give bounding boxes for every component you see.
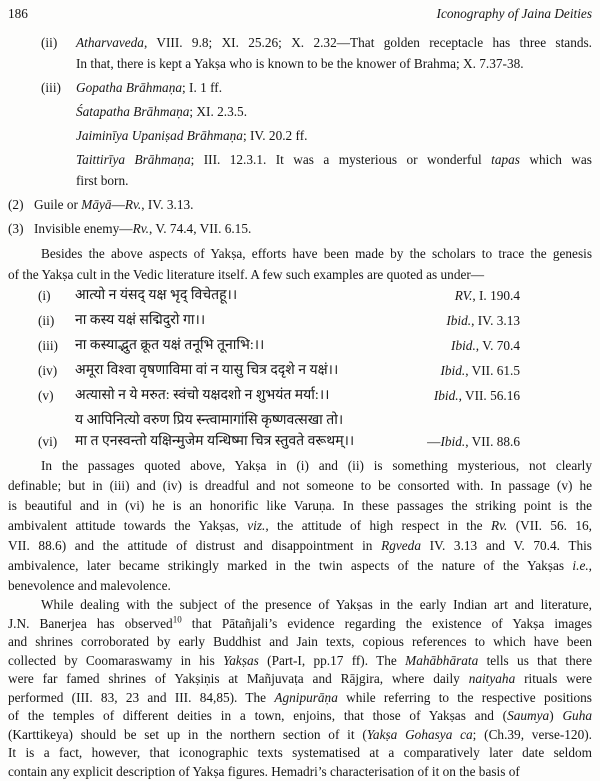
citation-ref: Ibid., VII. 56.16 (412, 385, 520, 406)
item-label: (3) (8, 218, 34, 239)
sanskrit-verse-row (8, 285, 592, 306)
verse-line: आत्यो न यंसद् यक्ष भृद् विचेतहू।। (75, 285, 412, 306)
item-label: (vi) (38, 431, 75, 452)
text-line: J.N. Banerjea has observed$^{10}$ that Pātañjali’s evidence regarding the existence of Yakṣa images (8, 615, 592, 634)
reference-list (8, 32, 592, 191)
page-number: 186 (8, 5, 28, 22)
verse-line: ना कस्य यक्षं सद्मिदुरो गा।। (75, 310, 412, 331)
sanskrit-verse-list (8, 285, 592, 452)
item-text (76, 149, 592, 191)
text-line: While dealing with the subject of the presence of Yakṣas in the early Indian art and literature, (8, 596, 592, 615)
item-label: (iv) (38, 360, 75, 381)
numbered-item (8, 194, 592, 215)
verse-line: अत्यासो न ये मरुत: स्वंचो यक्षदशो न शुभयंत मर्या:।। (75, 385, 412, 406)
text-line: collected by Coomaraswamy in his Yakṣas (Part-I, pp.17 ff). The Mahābhārata tells us that there (8, 652, 592, 671)
reference-item (8, 77, 592, 98)
verse-line: य आपिनित्यो वरुण प्रिय स्न्त्वामागांसि कृष्णवत्सखा तो। (75, 410, 412, 431)
text-line: of the temples of different deities in a town, enjoins, that those of Yakṣas and (Saumya) Guha (8, 707, 592, 726)
sanskrit-verse-row (8, 410, 592, 452)
text-line: ambivalent attitude towards the Yakṣas, viz., the attitude of high respect in the Rv. (VII. 56. 16, (8, 516, 592, 536)
text-line: were far famed shrines of Yakṣiṇis at Mañjuvaṭa and Rājgira, where daily naityaha rituals were (8, 670, 592, 689)
running-title: Iconography of Jaina Deities (437, 5, 592, 22)
citation-ref: Ibid., IV. 3.13 (412, 310, 520, 331)
verse-text (75, 335, 412, 356)
verse-text (75, 410, 412, 452)
item-text: Invisible enemy—Rv., V. 74.4, VII. 6.15. (34, 218, 592, 239)
citation-ref: RV., I. 190.4 (412, 285, 520, 306)
text-line: and shrines corroborated by early Buddhist and Jain texts, copious references to which have been (8, 633, 592, 652)
numbered-list (8, 194, 592, 239)
text-line: Śatapatha Brāhmaṇa; XI. 2.3.5. (76, 101, 592, 122)
page-header (8, 5, 592, 22)
text-line: In the passages quoted above, Yakṣa in (i) and (ii) is something mysterious, not clearly (8, 456, 592, 476)
text-line: is beautiful and in (vi) he is an honorific like Varuṇa. In these passages the striking point is the (8, 496, 592, 516)
sanskrit-verse-row (8, 360, 592, 381)
text-line: definable; but in (iii) and (iv) is dreadful and not someone to be consorted with. In passage (v) he (8, 476, 592, 496)
verse-line: अमूरा विश्वा वृषणाविमा वां न यासु चित्र ददृशे न यक्षं।। (75, 360, 412, 381)
text-line: Jaiminīya Upaniṣad Brāhmaṇa; IV. 20.2 ff. (76, 125, 592, 146)
text-line: benevolence and malevolence. (8, 576, 592, 596)
text-line: first born. (76, 170, 592, 191)
text-line: VII. 88.6) and the attitude of distrust and disappointment in Rgveda IV. 3.13 and V. 70.4. This (8, 536, 592, 556)
item-text: Guile or Māyā—Rv., IV. 3.13. (34, 194, 592, 215)
paragraph-intro (8, 243, 592, 285)
item-label: (ii) (38, 310, 75, 331)
item-label (41, 149, 76, 191)
verse-line: ना कस्याद्भुत क्रूत यक्षं तनूभि तूनाभि:।। (75, 335, 412, 356)
text-line: Atharvaveda, VIII. 9.8; XI. 25.26; X. 2.32—That golden receptacle has three stands. (76, 32, 592, 53)
item-text (76, 77, 592, 98)
item-text (76, 125, 592, 146)
item-label: (iii) (41, 77, 76, 98)
item-text (76, 32, 592, 74)
reference-item (8, 125, 592, 146)
item-label: (v) (38, 385, 75, 406)
citation-ref: Ibid., VII. 61.5 (412, 360, 520, 381)
text-line: (Karttikeya) should be set up in the northern section of it (Yakṣa Gohasya ca; (Ch.39, verse-120). (8, 726, 592, 745)
verse-text (75, 385, 412, 406)
reference-item (8, 149, 592, 191)
text-line: performed (III. 83, 23 and III. 84,85). The Agnipurāṇa while referring to the respective positions (8, 689, 592, 708)
sanskrit-verse-row (8, 335, 592, 356)
verse-text (75, 360, 412, 381)
text-line: In that, there is kept a Yakṣa who is known to be the knower of Brahma; X. 7.37-38. (76, 53, 592, 74)
item-label (41, 125, 76, 146)
item-label (41, 101, 76, 122)
verse-text (75, 310, 412, 331)
verse-line: मा त एनस्वन्तो यक्षिन्मुजेम यन्धिष्मा चित्र स्तुवते वरूथम्।। (75, 431, 412, 452)
item-label: (ii) (41, 32, 76, 74)
paragraph-discussion (8, 596, 592, 781)
text-line: Gopatha Brāhmaṇa; I. 1 ff. (76, 77, 592, 98)
text-line: ambivalence, later became strikingly marked in the twin aspects of the nature of the Yakṣas i.e., (8, 556, 592, 576)
item-label: (iii) (38, 335, 75, 356)
reference-item (8, 32, 592, 74)
text-line: Besides the above aspects of Yakṣa, efforts have been made by the scholars to trace the genesis (8, 243, 592, 264)
numbered-item (8, 218, 592, 239)
item-text (76, 101, 592, 122)
item-label: (2) (8, 194, 34, 215)
reference-item (8, 101, 592, 122)
item-label: (i) (38, 285, 75, 306)
citation-ref: —Ibid., VII. 88.6 (412, 431, 520, 452)
sanskrit-verse-row (8, 385, 592, 406)
text-line: Taittirīya Brāhmaṇa; III. 12.3.1. It was a mysterious or wonderful tapas which was (76, 149, 592, 170)
text-line: It is a fact, however, that iconographic texts systematised at a comparatively later date seldom (8, 744, 592, 763)
text-line: of the Yakṣa cult in the Vedic literature itself. A few such examples are quoted as under— (8, 264, 592, 285)
verse-text (75, 285, 412, 306)
sanskrit-verse-row (8, 310, 592, 331)
paragraph-analysis (8, 456, 592, 596)
text-line: contain any explicit description of Yakṣa figures. Hemadri’s characterisation of it on the basis of (8, 763, 592, 781)
citation-ref: Ibid., V. 70.4 (412, 335, 520, 356)
